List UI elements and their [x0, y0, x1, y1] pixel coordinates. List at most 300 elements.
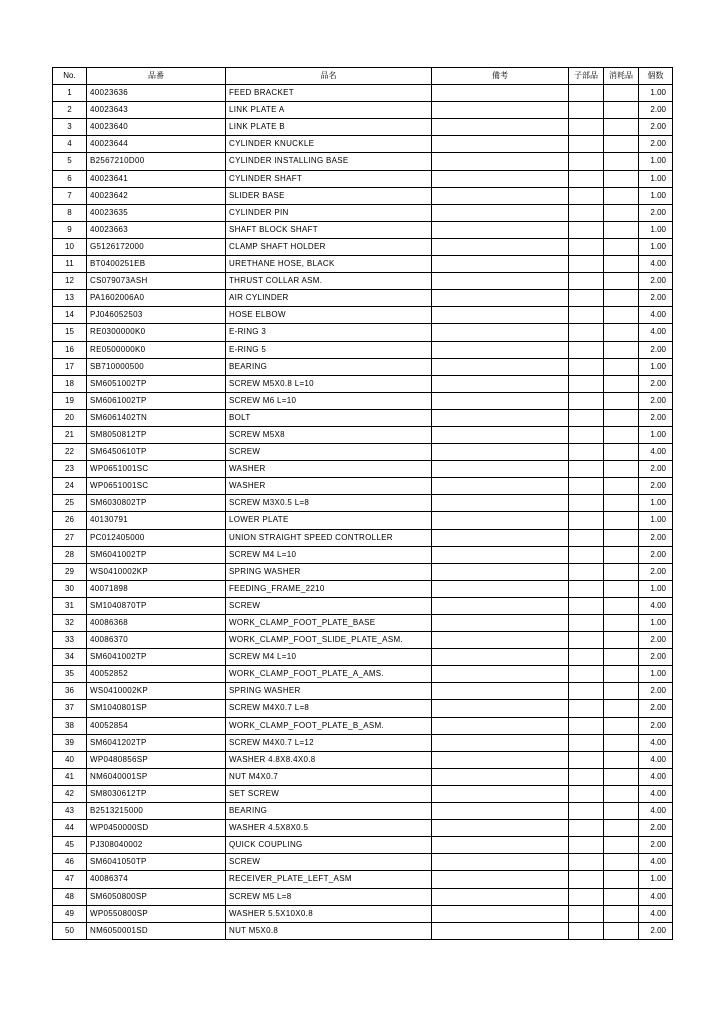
table-row [53, 632, 673, 649]
row-number: 41 [53, 768, 87, 785]
consumable-cell [604, 922, 639, 939]
part-number: SM6450610TP [87, 444, 226, 461]
part-name: NUT M5X0.8 [226, 922, 432, 939]
remarks-cell [432, 563, 569, 580]
child-part-cell [569, 409, 604, 426]
child-part-cell [569, 221, 604, 238]
child-part-cell [569, 580, 604, 597]
row-number: 27 [53, 529, 87, 546]
row-number: 36 [53, 683, 87, 700]
quantity: 2.00 [639, 461, 673, 478]
part-name: CYLINDER PIN [226, 204, 432, 221]
row-number: 50 [53, 922, 87, 939]
part-number: 40052852 [87, 666, 226, 683]
row-number: 40 [53, 751, 87, 768]
table-row [53, 580, 673, 597]
remarks-cell [432, 734, 569, 751]
quantity: 1.00 [639, 512, 673, 529]
row-number: 22 [53, 444, 87, 461]
quantity: 2.00 [639, 273, 673, 290]
row-number: 15 [53, 324, 87, 341]
remarks-cell [432, 546, 569, 563]
child-part-cell [569, 204, 604, 221]
consumable-cell [604, 273, 639, 290]
table-row [53, 153, 673, 170]
consumable-cell [604, 119, 639, 136]
part-number: SM8030612TP [87, 785, 226, 802]
child-part-cell [569, 717, 604, 734]
consumable-cell [604, 102, 639, 119]
table-row [53, 700, 673, 717]
part-number: B2567210D00 [87, 153, 226, 170]
remarks-cell [432, 461, 569, 478]
consumable-cell [604, 204, 639, 221]
table-row [53, 409, 673, 426]
table-row [53, 170, 673, 187]
consumable-cell [604, 187, 639, 204]
part-name: URETHANE HOSE, BLACK [226, 256, 432, 273]
consumable-cell [604, 615, 639, 632]
part-name: QUICK COUPLING [226, 837, 432, 854]
part-number: SM8050812TP [87, 426, 226, 443]
quantity: 4.00 [639, 444, 673, 461]
table-row [53, 820, 673, 837]
row-number: 38 [53, 717, 87, 734]
part-number: 40086370 [87, 632, 226, 649]
quantity: 2.00 [639, 717, 673, 734]
remarks-cell [432, 768, 569, 785]
part-name: WORK_CLAMP_FOOT_SLIDE_PLATE_ASM. [226, 632, 432, 649]
remarks-cell [432, 153, 569, 170]
child-part-cell [569, 683, 604, 700]
table-row [53, 358, 673, 375]
header-remarks: 備考 [432, 68, 569, 85]
table-row [53, 341, 673, 358]
table-row [53, 85, 673, 102]
remarks-cell [432, 256, 569, 273]
child-part-cell [569, 187, 604, 204]
child-part-cell [569, 102, 604, 119]
quantity: 4.00 [639, 597, 673, 614]
quantity: 4.00 [639, 751, 673, 768]
table-row [53, 204, 673, 221]
child-part-cell [569, 256, 604, 273]
part-number: G5126172000 [87, 238, 226, 255]
child-part-cell [569, 734, 604, 751]
part-name: SCREW M5X0.8 L=10 [226, 375, 432, 392]
quantity: 2.00 [639, 290, 673, 307]
part-number: CS079073ASH [87, 273, 226, 290]
remarks-cell [432, 324, 569, 341]
row-number: 4 [53, 136, 87, 153]
table-row [53, 922, 673, 939]
remarks-cell [432, 683, 569, 700]
part-name: WASHER 4.8X8.4X0.8 [226, 751, 432, 768]
part-number: 40023641 [87, 170, 226, 187]
part-name: LINK PLATE B [226, 119, 432, 136]
consumable-cell [604, 221, 639, 238]
child-part-cell [569, 444, 604, 461]
quantity: 2.00 [639, 529, 673, 546]
table-row [53, 512, 673, 529]
part-name: SPRING WASHER [226, 563, 432, 580]
part-name: FEEDING_FRAME_2210 [226, 580, 432, 597]
child-part-cell [569, 563, 604, 580]
part-name: HOSE ELBOW [226, 307, 432, 324]
consumable-cell [604, 820, 639, 837]
part-name: SLIDER BASE [226, 187, 432, 204]
quantity: 4.00 [639, 324, 673, 341]
consumable-cell [604, 871, 639, 888]
consumable-cell [604, 375, 639, 392]
part-name: FEED BRACKET [226, 85, 432, 102]
row-number: 29 [53, 563, 87, 580]
child-part-cell [569, 324, 604, 341]
remarks-cell [432, 905, 569, 922]
part-name: RECEIVER_PLATE_LEFT_ASM [226, 871, 432, 888]
table-row [53, 563, 673, 580]
quantity: 2.00 [639, 683, 673, 700]
part-name: WASHER 5.5X10X0.8 [226, 905, 432, 922]
remarks-cell [432, 375, 569, 392]
row-number: 12 [53, 273, 87, 290]
table-row [53, 768, 673, 785]
row-number: 18 [53, 375, 87, 392]
remarks-cell [432, 717, 569, 734]
part-name: CYLINDER INSTALLING BASE [226, 153, 432, 170]
header-no: No. [53, 68, 87, 85]
quantity: 2.00 [639, 204, 673, 221]
row-number: 26 [53, 512, 87, 529]
quantity: 2.00 [639, 649, 673, 666]
quantity: 1.00 [639, 85, 673, 102]
part-number: NM6040001SP [87, 768, 226, 785]
part-name: LINK PLATE A [226, 102, 432, 119]
row-number: 32 [53, 615, 87, 632]
consumable-cell [604, 426, 639, 443]
consumable-cell [604, 700, 639, 717]
row-number: 43 [53, 803, 87, 820]
quantity: 1.00 [639, 221, 673, 238]
part-number: NM6050001SD [87, 922, 226, 939]
part-name: WORK_CLAMP_FOOT_PLATE_B_ASM. [226, 717, 432, 734]
table-row [53, 683, 673, 700]
remarks-cell [432, 307, 569, 324]
row-number: 47 [53, 871, 87, 888]
quantity: 4.00 [639, 888, 673, 905]
child-part-cell [569, 153, 604, 170]
row-number: 1 [53, 85, 87, 102]
child-part-cell [569, 238, 604, 255]
row-number: 21 [53, 426, 87, 443]
remarks-cell [432, 119, 569, 136]
part-number: WP0450000SD [87, 820, 226, 837]
part-number: RE0500000K0 [87, 341, 226, 358]
part-number: WP0550800SP [87, 905, 226, 922]
row-number: 33 [53, 632, 87, 649]
consumable-cell [604, 409, 639, 426]
quantity: 4.00 [639, 734, 673, 751]
part-number: 40023643 [87, 102, 226, 119]
remarks-cell [432, 700, 569, 717]
remarks-cell [432, 871, 569, 888]
consumable-cell [604, 803, 639, 820]
part-name: E-RING 3 [226, 324, 432, 341]
part-name: BOLT [226, 409, 432, 426]
part-name: BEARING [226, 358, 432, 375]
remarks-cell [432, 85, 569, 102]
part-number: PJ046052503 [87, 307, 226, 324]
part-name: CLAMP SHAFT HOLDER [226, 238, 432, 255]
child-part-cell [569, 649, 604, 666]
row-number: 19 [53, 392, 87, 409]
row-number: 2 [53, 102, 87, 119]
row-number: 28 [53, 546, 87, 563]
remarks-cell [432, 666, 569, 683]
quantity: 2.00 [639, 546, 673, 563]
quantity: 1.00 [639, 666, 673, 683]
quantity: 2.00 [639, 820, 673, 837]
table-row [53, 307, 673, 324]
quantity: 4.00 [639, 256, 673, 273]
part-name: WASHER [226, 478, 432, 495]
part-name: SPRING WASHER [226, 683, 432, 700]
header-child-part: 子部品 [569, 68, 604, 85]
part-name: LOWER PLATE [226, 512, 432, 529]
consumable-cell [604, 170, 639, 187]
part-name: SCREW M6 L=10 [226, 392, 432, 409]
child-part-cell [569, 341, 604, 358]
remarks-cell [432, 102, 569, 119]
table-row [53, 837, 673, 854]
child-part-cell [569, 136, 604, 153]
quantity: 2.00 [639, 922, 673, 939]
child-part-cell [569, 905, 604, 922]
row-number: 48 [53, 888, 87, 905]
row-number: 24 [53, 478, 87, 495]
part-number: PJ308040002 [87, 837, 226, 854]
part-name: NUT M4X0.7 [226, 768, 432, 785]
child-part-cell [569, 478, 604, 495]
remarks-cell [432, 358, 569, 375]
quantity: 2.00 [639, 478, 673, 495]
remarks-cell [432, 221, 569, 238]
quantity: 1.00 [639, 358, 673, 375]
part-name: WASHER 4.5X8X0.5 [226, 820, 432, 837]
row-number: 3 [53, 119, 87, 136]
child-part-cell [569, 888, 604, 905]
row-number: 8 [53, 204, 87, 221]
part-number: SM6041002TP [87, 649, 226, 666]
table-row [53, 461, 673, 478]
consumable-cell [604, 905, 639, 922]
remarks-cell [432, 495, 569, 512]
child-part-cell [569, 375, 604, 392]
remarks-cell [432, 204, 569, 221]
part-number: 40023635 [87, 204, 226, 221]
remarks-cell [432, 837, 569, 854]
part-number: SM6041002TP [87, 546, 226, 563]
row-number: 14 [53, 307, 87, 324]
consumable-cell [604, 512, 639, 529]
table-row [53, 478, 673, 495]
table-row [53, 426, 673, 443]
part-name: SCREW [226, 597, 432, 614]
quantity: 1.00 [639, 426, 673, 443]
part-number: B2513215000 [87, 803, 226, 820]
remarks-cell [432, 632, 569, 649]
consumable-cell [604, 888, 639, 905]
remarks-cell [432, 803, 569, 820]
table-row [53, 666, 673, 683]
part-number: 40023636 [87, 85, 226, 102]
child-part-cell [569, 119, 604, 136]
row-number: 7 [53, 187, 87, 204]
quantity: 1.00 [639, 495, 673, 512]
quantity: 1.00 [639, 153, 673, 170]
quantity: 4.00 [639, 785, 673, 802]
row-number: 10 [53, 238, 87, 255]
quantity: 1.00 [639, 871, 673, 888]
child-part-cell [569, 632, 604, 649]
row-number: 23 [53, 461, 87, 478]
table-row [53, 803, 673, 820]
table-row [53, 751, 673, 768]
quantity: 4.00 [639, 307, 673, 324]
remarks-cell [432, 392, 569, 409]
part-name: CYLINDER KNUCKLE [226, 136, 432, 153]
child-part-cell [569, 512, 604, 529]
consumable-cell [604, 837, 639, 854]
row-number: 17 [53, 358, 87, 375]
child-part-cell [569, 290, 604, 307]
table-row [53, 905, 673, 922]
child-part-cell [569, 546, 604, 563]
remarks-cell [432, 341, 569, 358]
row-number: 31 [53, 597, 87, 614]
row-number: 37 [53, 700, 87, 717]
part-name: UNION STRAIGHT SPEED CONTROLLER [226, 529, 432, 546]
remarks-cell [432, 615, 569, 632]
consumable-cell [604, 649, 639, 666]
consumable-cell [604, 717, 639, 734]
child-part-cell [569, 837, 604, 854]
consumable-cell [604, 324, 639, 341]
quantity: 1.00 [639, 238, 673, 255]
child-part-cell [569, 768, 604, 785]
remarks-cell [432, 529, 569, 546]
quantity: 2.00 [639, 136, 673, 153]
consumable-cell [604, 546, 639, 563]
child-part-cell [569, 751, 604, 768]
part-number: SM6030802TP [87, 495, 226, 512]
consumable-cell [604, 529, 639, 546]
part-name: SCREW M4 L=10 [226, 649, 432, 666]
remarks-cell [432, 238, 569, 255]
parts-table [52, 67, 673, 940]
part-name: SCREW M4X0.7 L=12 [226, 734, 432, 751]
part-number: SM6061002TP [87, 392, 226, 409]
part-number: 40071898 [87, 580, 226, 597]
part-number: SM6041050TP [87, 854, 226, 871]
row-number: 49 [53, 905, 87, 922]
consumable-cell [604, 461, 639, 478]
consumable-cell [604, 341, 639, 358]
part-number: WS0410002KP [87, 563, 226, 580]
child-part-cell [569, 820, 604, 837]
part-number: WP0651001SC [87, 461, 226, 478]
part-name: SHAFT BLOCK SHAFT [226, 221, 432, 238]
row-number: 45 [53, 837, 87, 854]
quantity: 4.00 [639, 803, 673, 820]
table-row [53, 119, 673, 136]
quantity: 2.00 [639, 563, 673, 580]
table-row [53, 854, 673, 871]
consumable-cell [604, 597, 639, 614]
part-name: AIR CYLINDER [226, 290, 432, 307]
part-name: SCREW M5X8 [226, 426, 432, 443]
remarks-cell [432, 597, 569, 614]
part-number: 40086374 [87, 871, 226, 888]
table-row [53, 785, 673, 802]
table-row [53, 597, 673, 614]
part-name: WASHER [226, 461, 432, 478]
table-row [53, 717, 673, 734]
header-part-number: 品番 [87, 68, 226, 85]
consumable-cell [604, 153, 639, 170]
quantity: 1.00 [639, 580, 673, 597]
child-part-cell [569, 803, 604, 820]
quantity: 2.00 [639, 837, 673, 854]
table-row [53, 102, 673, 119]
quantity: 2.00 [639, 700, 673, 717]
remarks-cell [432, 820, 569, 837]
part-number: SM6061402TN [87, 409, 226, 426]
part-number: WS0410002KP [87, 683, 226, 700]
part-number: 40023644 [87, 136, 226, 153]
child-part-cell [569, 170, 604, 187]
part-number: PA1602006A0 [87, 290, 226, 307]
consumable-cell [604, 358, 639, 375]
table-row [53, 256, 673, 273]
child-part-cell [569, 666, 604, 683]
consumable-cell [604, 85, 639, 102]
row-number: 42 [53, 785, 87, 802]
quantity: 1.00 [639, 187, 673, 204]
part-number: 40086368 [87, 615, 226, 632]
consumable-cell [604, 768, 639, 785]
quantity: 4.00 [639, 905, 673, 922]
child-part-cell [569, 307, 604, 324]
table-row [53, 290, 673, 307]
remarks-cell [432, 170, 569, 187]
child-part-cell [569, 273, 604, 290]
consumable-cell [604, 580, 639, 597]
consumable-cell [604, 854, 639, 871]
remarks-cell [432, 649, 569, 666]
consumable-cell [604, 136, 639, 153]
row-number: 13 [53, 290, 87, 307]
child-part-cell [569, 871, 604, 888]
quantity: 2.00 [639, 341, 673, 358]
table-row [53, 734, 673, 751]
part-number: SM6041202TP [87, 734, 226, 751]
part-name: E-RING 5 [226, 341, 432, 358]
row-number: 11 [53, 256, 87, 273]
consumable-cell [604, 444, 639, 461]
part-number: WP0480856SP [87, 751, 226, 768]
remarks-cell [432, 136, 569, 153]
